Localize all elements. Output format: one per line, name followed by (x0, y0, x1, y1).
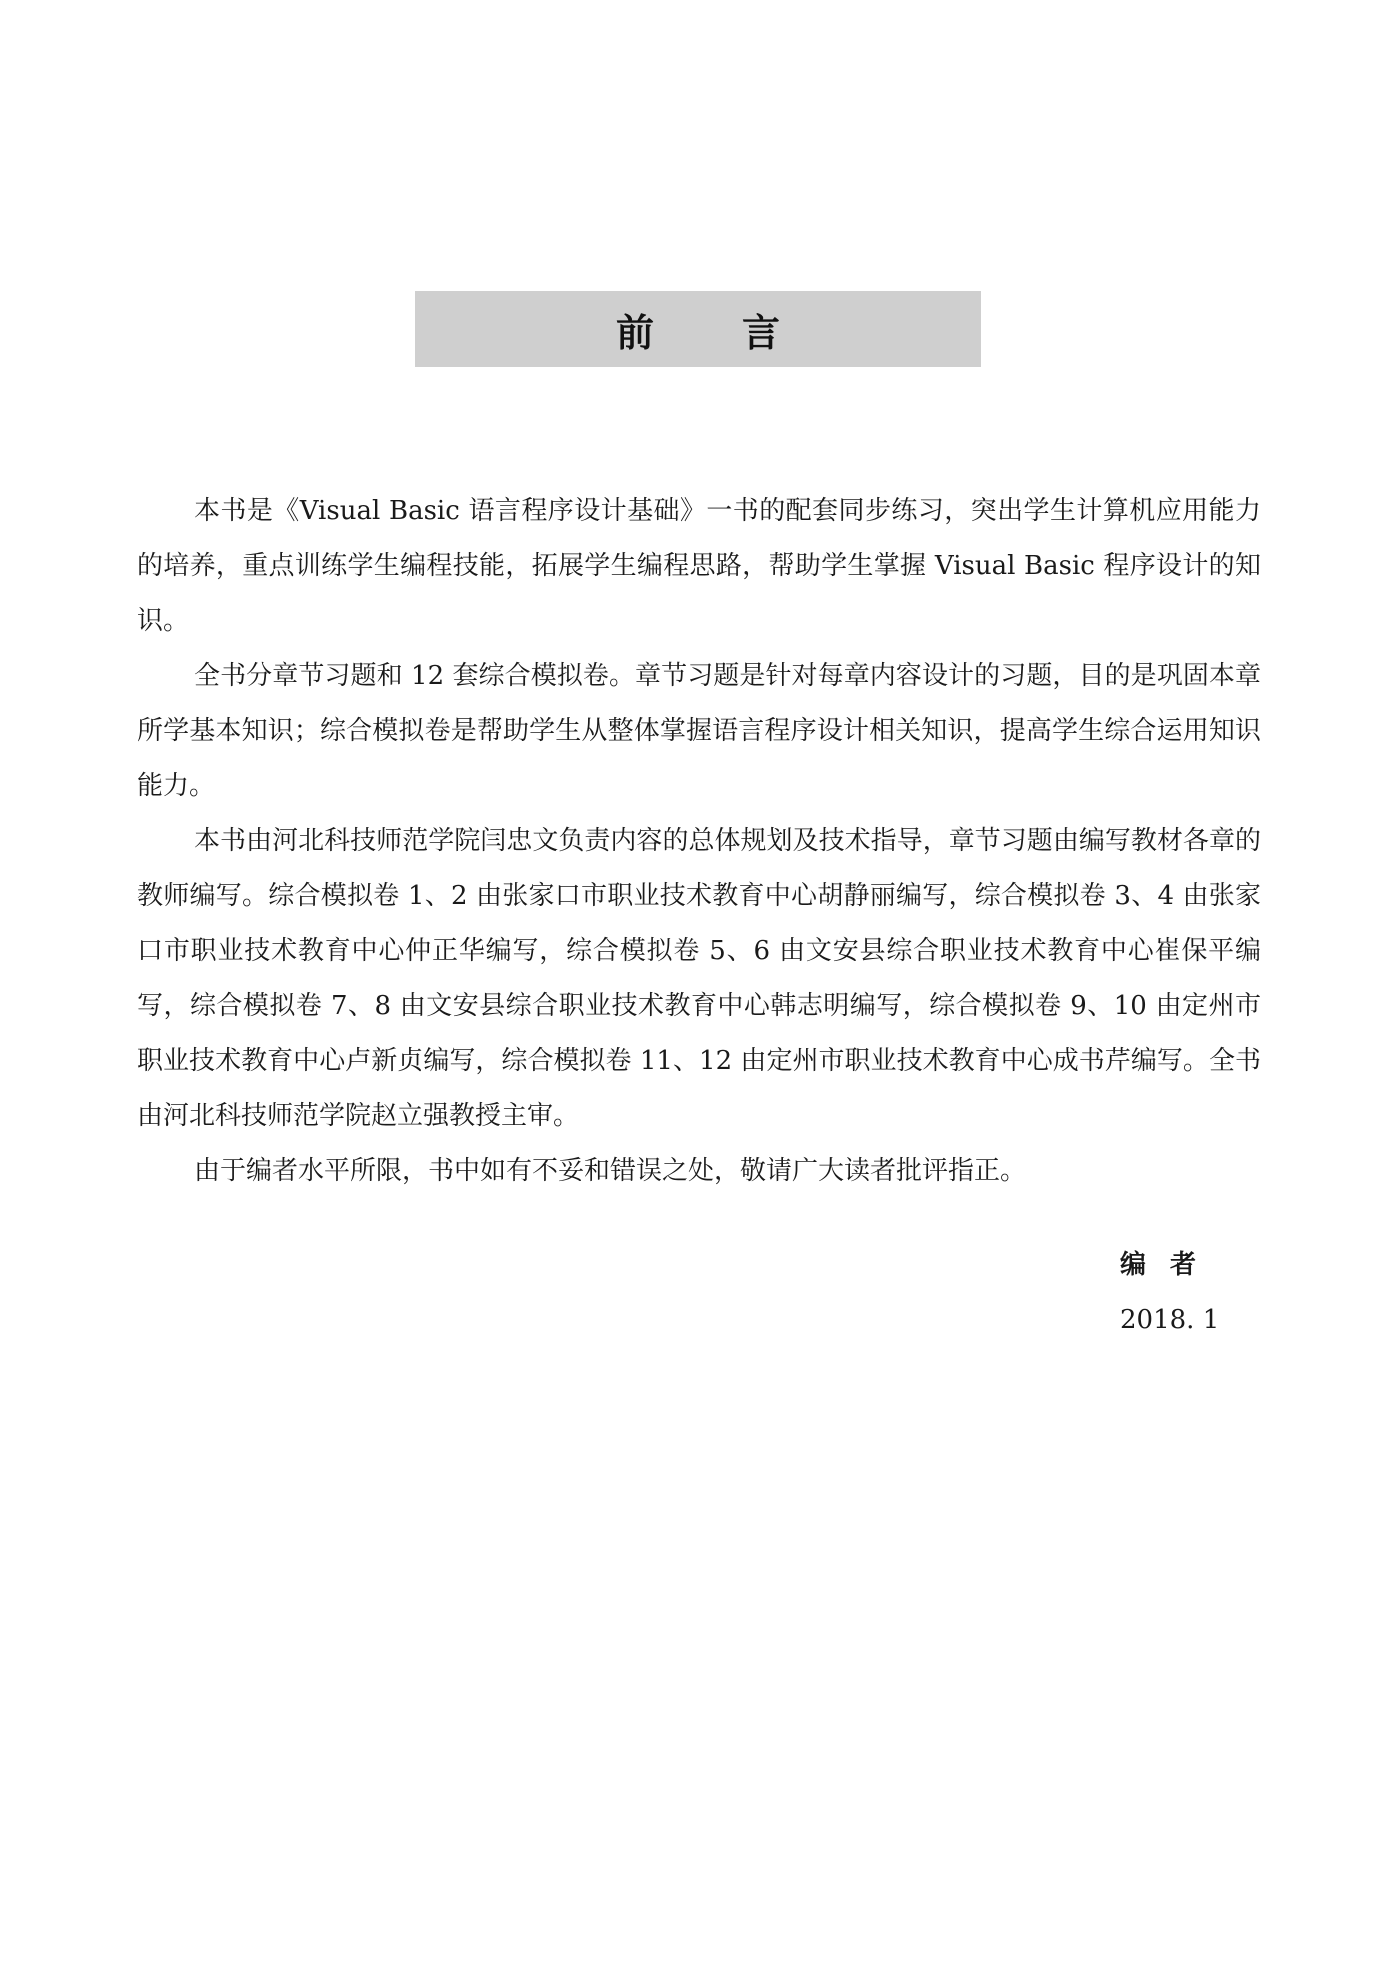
page-title: 前言 (615, 310, 868, 355)
signature-date: 2018. 1 (1120, 1305, 1220, 1335)
title-band (415, 291, 981, 367)
signature-author: 编者 (1120, 1250, 1221, 1280)
paragraph-authors: 本书由河北科技师范学院闫忠文负责内容的总体规划及技术指导，章节习题由编写教材各章的教师编写。综合模拟卷 1、2 由张家口市职业技术教育中心胡静丽编写，综合模拟卷 3、4 由张家口市职业技术教育中心仲正华编写，综合模拟卷 5、6 由文安县综合职业技术教育中心崔保平编写，综合模拟卷 7、8 由文安县综合职业技术教育中心韩志明编写，综合模拟卷 9、10 由定州市职业技术教育中心卢新贞编写，综合模拟卷 11、12 由定州市职业技术教育中心成书芹编写。全书由河北科技师范学院赵立强教授主审。 (137, 826, 1261, 1131)
paragraph-intro: 本书是《Visual Basic 语言程序设计基础》一书的配套同步练习，突出学生计算机应用能力的培养，重点训练学生编程技能，拓展学生编程思路，帮助学生掌握 Visual Basic 程序设计的知识。 (137, 496, 1261, 636)
paragraph-structure: 全书分章节习题和 12 套综合模拟卷。章节习题是针对每章内容设计的习题，目的是巩固本章所学基本知识；综合模拟卷是帮助学生从整体掌握语言程序设计相关知识，提高学生综合运用知识能力。 (137, 661, 1261, 801)
preface-body (137, 484, 1261, 1199)
paragraph-closing: 由于编者水平所限，书中如有不妥和错误之处，敬请广大读者批评指正。 (194, 1156, 1027, 1186)
